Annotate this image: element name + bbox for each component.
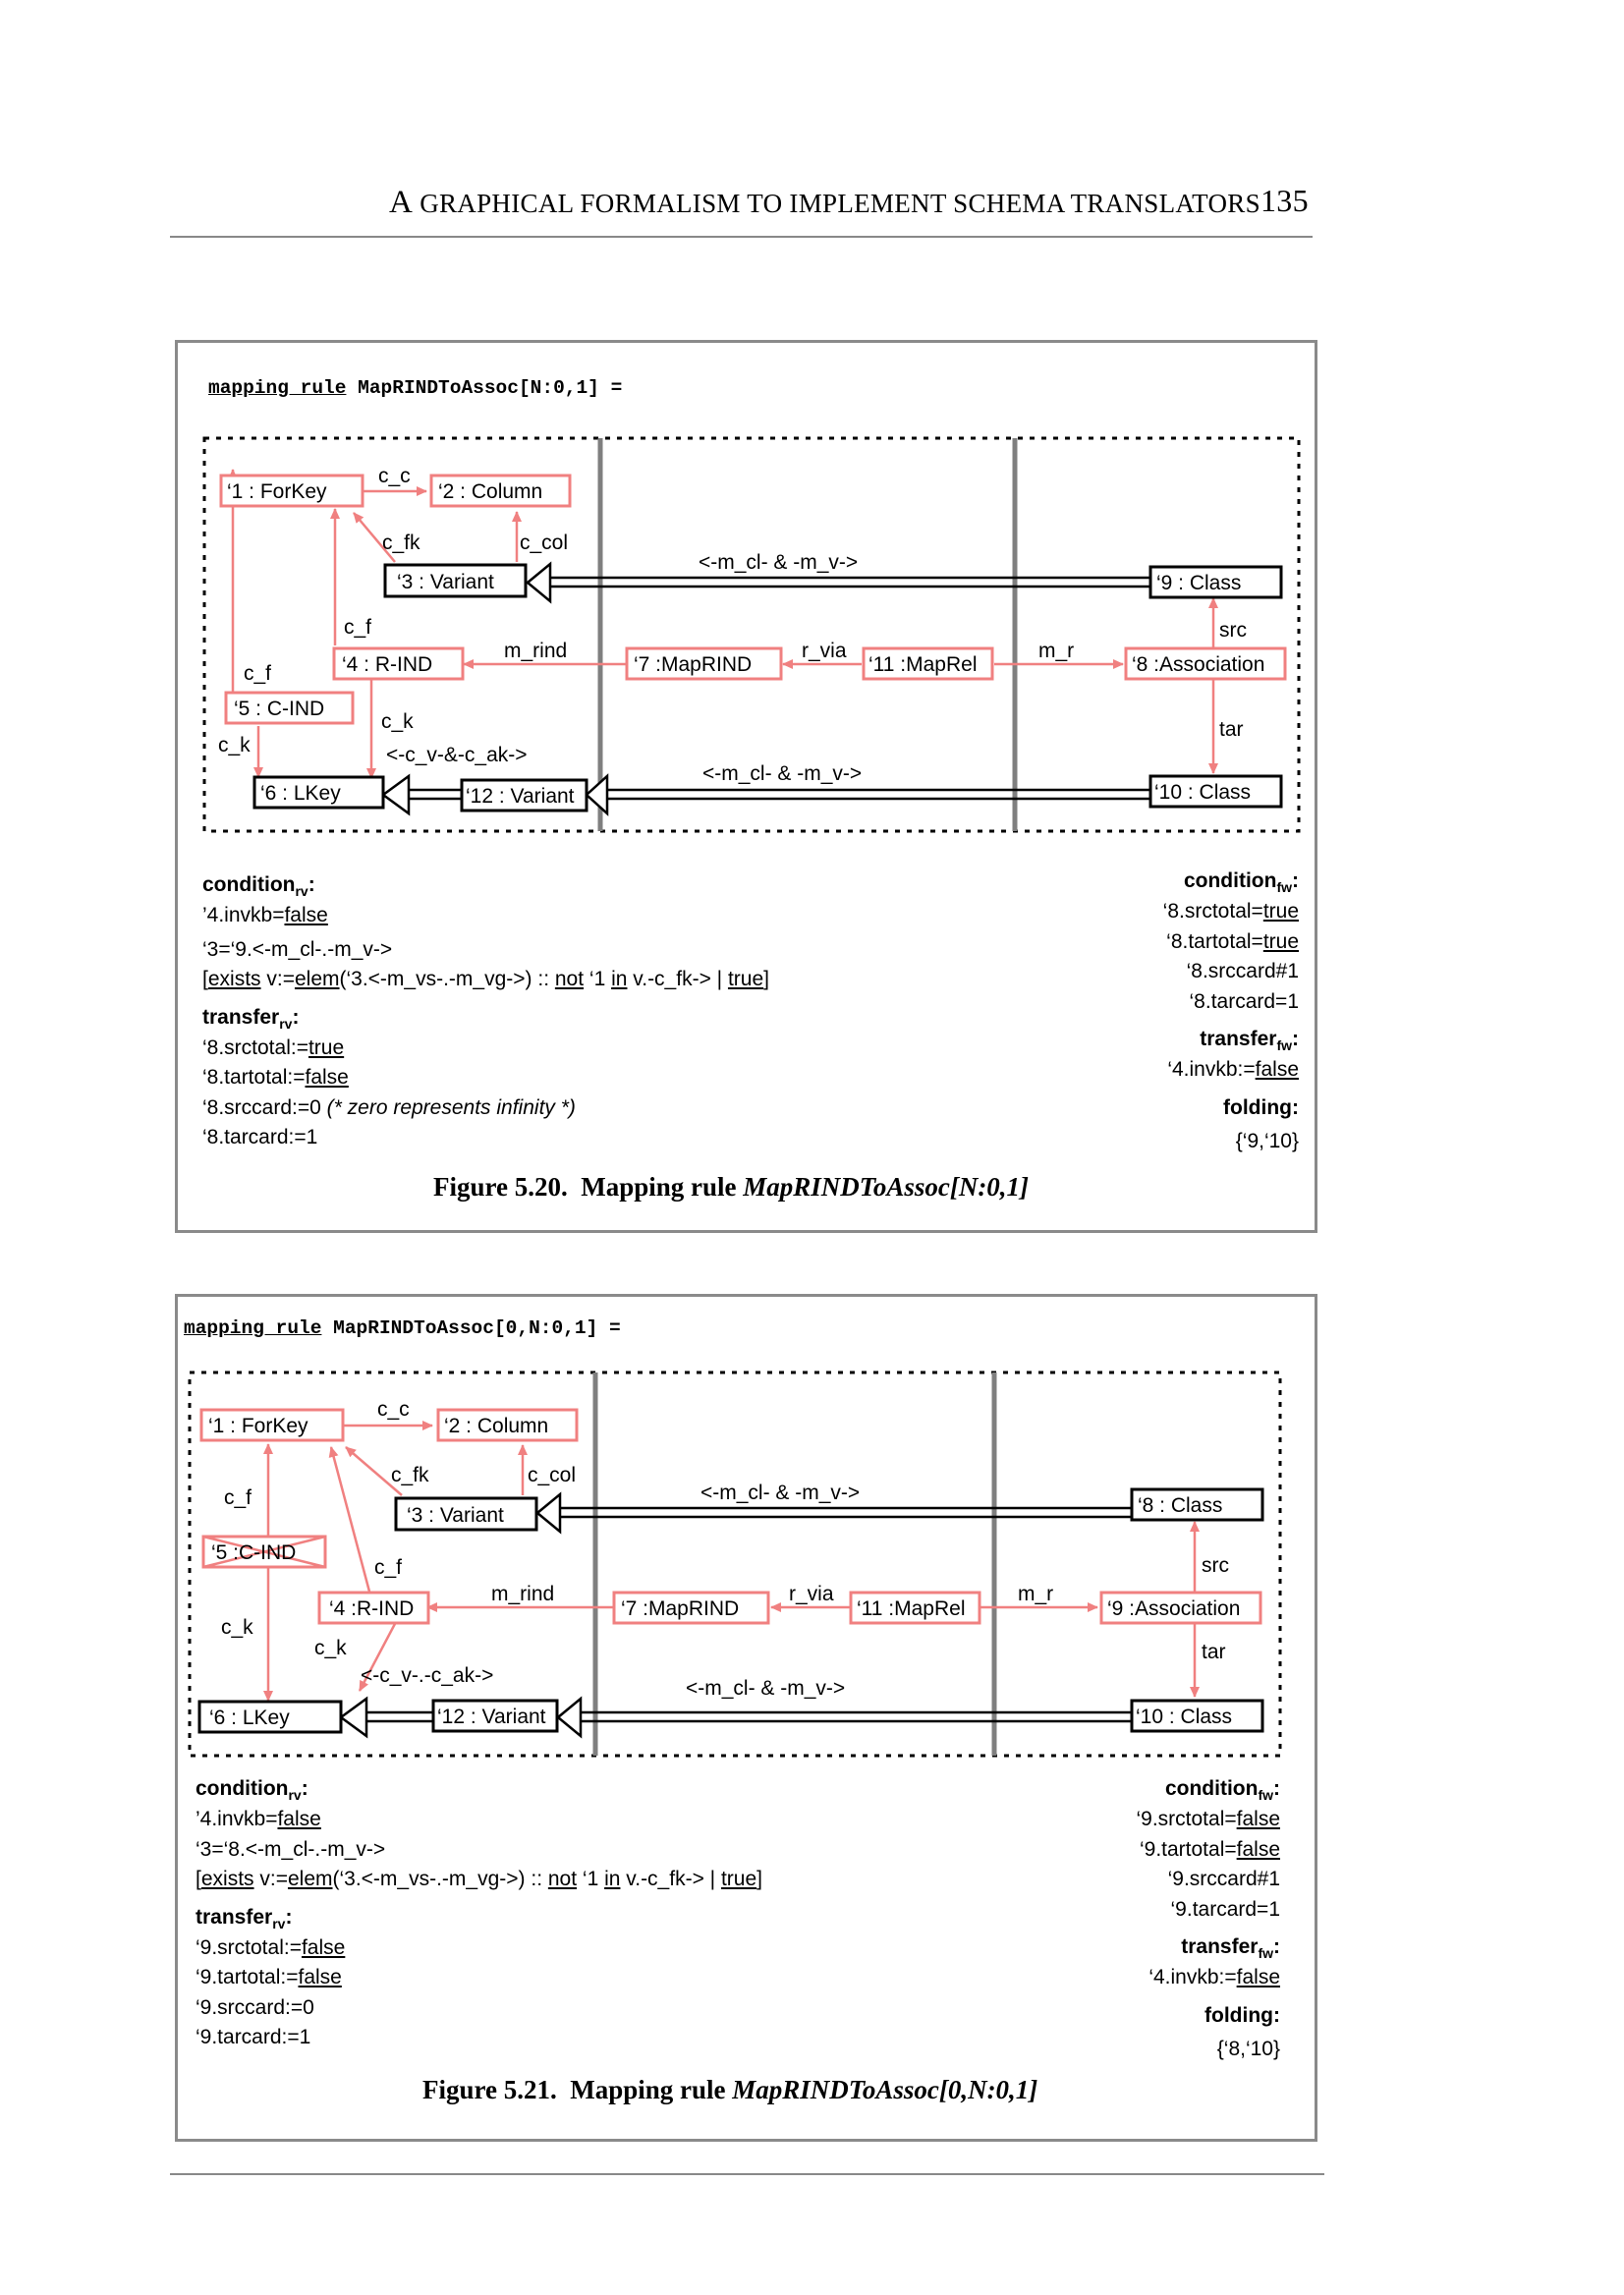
fig2-condition-fw-heading: condition$_{fw}$: xyxy=(1164,1777,1280,1803)
fig2-condition-rv-heading: condition$_{rv}$: xyxy=(196,1777,308,1803)
fig1-condition-rv-line1: ’4.invkb=false xyxy=(202,904,328,927)
fig1-transfer-rv-line4: ‘8.tarcard:=1 xyxy=(202,1126,318,1149)
fig2-transfer-fw-heading: transfer$_{fw}$: xyxy=(1181,1935,1280,1962)
fig1-node-11: ‘11 :MapRel xyxy=(868,653,978,676)
fig2-node-2: ‘2 : Column xyxy=(444,1415,549,1437)
fig2-label-c-fk: c_fk xyxy=(391,1464,429,1486)
fig2-transfer-rv-heading: transfer$_{rv}$: xyxy=(196,1905,293,1931)
fig2-inherit-head-3 xyxy=(537,1494,560,1532)
fig1-condition-rv-line2: ‘3=‘9.<-m_cl-.-m_v-> xyxy=(202,937,393,961)
page-number: 135 xyxy=(1260,183,1309,218)
fig1-condition-fw-line1: ‘8.srctotal=true xyxy=(1162,900,1299,924)
fig2-code-name: MapRINDToAssoc[0,N:0,1] = xyxy=(321,1317,621,1339)
fig1-node-12: ‘12 : Variant xyxy=(466,785,575,808)
fig2-condition-fw-line4: ‘9.tarcard=1 xyxy=(1170,1897,1280,1921)
fig2-label-cv-cak: <-c_v-.-c_ak-> xyxy=(361,1664,494,1687)
fig2-edge-c-f-4 xyxy=(331,1447,369,1592)
fig1-node-10: ‘10 : Class xyxy=(1154,781,1252,804)
fig1-label-mcl-bot: <-m_cl- & -m_v-> xyxy=(702,762,863,785)
fig1-conditions-rv xyxy=(202,865,769,1153)
fig1-node-6: ‘6 : LKey xyxy=(260,782,341,805)
fig2-label-mcl-top: <-m_cl- & -m_v-> xyxy=(700,1482,861,1504)
fig2-inherit-head-6 xyxy=(341,1699,366,1736)
fig1-transfer-rv-line2: ‘8.tartotal:=false xyxy=(202,1066,349,1090)
fig2-condition-rv-line3: [exists v:=elem(‘3.<-m_vs-.-m_vg->) :: not ‘1 in v.-c_fk-> | true] xyxy=(196,1868,762,1891)
fig2-transfer-rv-line4: ‘9.tarcard:=1 xyxy=(196,2026,311,2049)
fig2-caption: Figure 5.21. Mapping rule MapRINDToAssoc[0,N:0,1] xyxy=(422,2075,1038,2104)
fig2-code-keyword: mapping rule xyxy=(184,1317,322,1339)
fig1-node-9: ‘9 : Class xyxy=(1156,572,1242,594)
fig2-diagram xyxy=(0,1277,1624,1788)
fig2-node-6: ‘6 : LKey xyxy=(209,1707,290,1729)
fig1-transfer-rv-line3: ‘8.srccard:=0 (* zero represents infinity *) xyxy=(202,1095,576,1119)
fig2-condition-fw-line3: ‘9.srccard#1 xyxy=(1167,1868,1280,1891)
fig1-label-c-k-5: c_k xyxy=(218,734,251,756)
fig2-condition-rv-line1: ’4.invkb=false xyxy=(196,1808,321,1831)
fig1-label-c-fk: c_fk xyxy=(382,532,420,554)
fig2-transfer-rv-line2: ‘9.tartotal:=false xyxy=(196,1966,342,1989)
fig1-label-m-rind: m_rind xyxy=(504,640,568,662)
fig2-folding-value: {‘8,‘10} xyxy=(1216,2038,1280,2061)
fig2-label-src: src xyxy=(1202,1554,1229,1577)
fig2-node-12: ‘12 : Variant xyxy=(437,1706,546,1728)
fig1-label-mcl-top: <-m_cl- & -m_v-> xyxy=(699,551,859,574)
fig1-label-c-k-4: c_k xyxy=(381,710,414,733)
fig2-node-9: ‘9 :Association xyxy=(1107,1597,1241,1620)
fig1-label-r-via: r_via xyxy=(802,640,847,662)
fig1-transfer-rv-heading: transfer$_{rv}$: xyxy=(202,1005,300,1032)
fig1-condition-rv-line3: [exists v:=elem(‘3.<-m_vs-.-m_vg->) :: not ‘1 in v.-c_fk-> | true] xyxy=(202,968,769,991)
fig2-label-c-c: c_c xyxy=(377,1398,410,1421)
fig1-condition-fw-line2: ‘8.tartotal=true xyxy=(1166,929,1299,953)
fig2-node-1: ‘1 : ForKey xyxy=(208,1415,308,1437)
fig2-label-m-rind: m_rind xyxy=(491,1583,555,1605)
fig2-node-10: ‘10 : Class xyxy=(1136,1706,1233,1728)
fig1-node-8: ‘8 :Association xyxy=(1132,653,1265,676)
fig2-conditions-fw xyxy=(1137,1768,1281,2065)
fig1-label-tar: tar xyxy=(1219,718,1244,741)
fig1-conditions-fw xyxy=(1163,861,1299,1157)
fig1-node-4: ‘4 : R-IND xyxy=(342,653,433,676)
fig2-condition-fw-line2: ‘9.tartotal=false xyxy=(1139,1837,1280,1861)
header-title-initial: A xyxy=(389,185,414,220)
fig1-node-3: ‘3 : Variant xyxy=(397,571,494,593)
fig2-transfer-fw-line1: ‘4.invkb:=false xyxy=(1148,1966,1280,1989)
fig1-node-1: ‘1 : ForKey xyxy=(227,480,327,503)
fig1-inherit-head-12 xyxy=(587,776,607,813)
fig2-label-mcl-bot: <-m_cl- & -m_v-> xyxy=(686,1677,846,1700)
fig2-node-4: ‘4 :R-IND xyxy=(329,1597,415,1620)
fig2-transfer-rv-line3: ‘9.srccard:=0 xyxy=(196,1995,314,2019)
fig1-folding-value: {‘9,‘10} xyxy=(1235,1130,1299,1153)
fig2-label-c-col: c_col xyxy=(528,1464,577,1486)
fig2-node-7: ‘7 :MapRIND xyxy=(621,1597,740,1620)
fig1-transfer-fw-heading: transfer$_{fw}$: xyxy=(1200,1028,1299,1054)
fig1-node-5: ‘5 : C-IND xyxy=(234,698,325,720)
fig1-inherit-head-3 xyxy=(528,564,550,601)
fig2-folding-heading: folding: xyxy=(1204,2003,1280,2027)
fig1-folding-heading: folding: xyxy=(1223,1095,1299,1119)
fig1-label-c-c: c_c xyxy=(378,465,411,487)
fig1-code-keyword: mapping rule xyxy=(208,377,347,399)
fig1-label-c-f-5: c_f xyxy=(244,662,272,685)
fig1-label-cv-cak: <-c_v-&-c_ak-> xyxy=(386,744,528,766)
fig2-label-m-r: m_r xyxy=(1018,1583,1054,1605)
fig2-node-11: ‘11 :MapRel xyxy=(857,1597,966,1620)
fig2-conditions-rv xyxy=(196,1768,762,2053)
footer-rule xyxy=(170,2173,1324,2175)
fig1-label-src: src xyxy=(1219,619,1247,642)
header-title: GRAPHICAL FORMALISM TO IMPLEMENT SCHEMA TRANSLATORS xyxy=(420,189,1260,218)
fig1-label-c-f-4: c_f xyxy=(344,616,372,639)
fig1-label-c-col: c_col xyxy=(520,532,569,554)
fig2-label-c-k-4: c_k xyxy=(314,1637,347,1659)
fig2-label-c-f-5: c_f xyxy=(224,1486,252,1509)
fig1-inherit-head-6 xyxy=(383,776,409,813)
fig1-condition-fw-heading: condition$_{fw}$: xyxy=(1183,869,1299,895)
fig2-label-c-k-5: c_k xyxy=(221,1616,253,1639)
fig1-transfer-rv-line1: ‘8.srctotal:=true xyxy=(202,1036,345,1059)
fig2-transfer-rv-line1: ‘9.srctotal:=false xyxy=(196,1935,346,1959)
fig1-code-name: MapRINDToAssoc[N:0,1] = xyxy=(346,377,623,399)
fig1-caption: Figure 5.20. Mapping rule MapRINDToAssoc[N:0,1] xyxy=(433,1172,1030,1202)
fig2-node-8: ‘8 : Class xyxy=(1138,1494,1223,1517)
fig2-condition-fw-line1: ‘9.srctotal=false xyxy=(1136,1808,1280,1831)
fig1-condition-fw-line4: ‘8.tarcard=1 xyxy=(1189,989,1299,1013)
fig1-node-2: ‘2 : Column xyxy=(438,480,543,503)
fig1-condition-rv-heading: condition$_{rv}$: xyxy=(202,873,315,899)
fig2-label-r-via: r_via xyxy=(789,1583,834,1605)
fig1-condition-fw-line3: ‘8.srccard#1 xyxy=(1186,960,1299,983)
fig1-diagram xyxy=(0,0,1624,884)
fig2-inherit-head-12 xyxy=(558,1699,581,1736)
fig2-label-c-f-4: c_f xyxy=(374,1556,403,1579)
fig2-condition-rv-line2: ‘3=‘8.<-m_cl-.-m_v-> xyxy=(196,1837,386,1861)
fig1-transfer-fw-line1: ‘4.invkb:=false xyxy=(1167,1058,1299,1082)
fig2-label-tar: tar xyxy=(1202,1641,1226,1663)
fig1-node-7: ‘7 :MapRIND xyxy=(634,653,753,676)
fig2-node-3: ‘3 : Variant xyxy=(407,1504,504,1527)
fig1-label-m-r: m_r xyxy=(1038,640,1075,662)
fig2-node-5: ‘5 :C-IND xyxy=(211,1541,297,1564)
